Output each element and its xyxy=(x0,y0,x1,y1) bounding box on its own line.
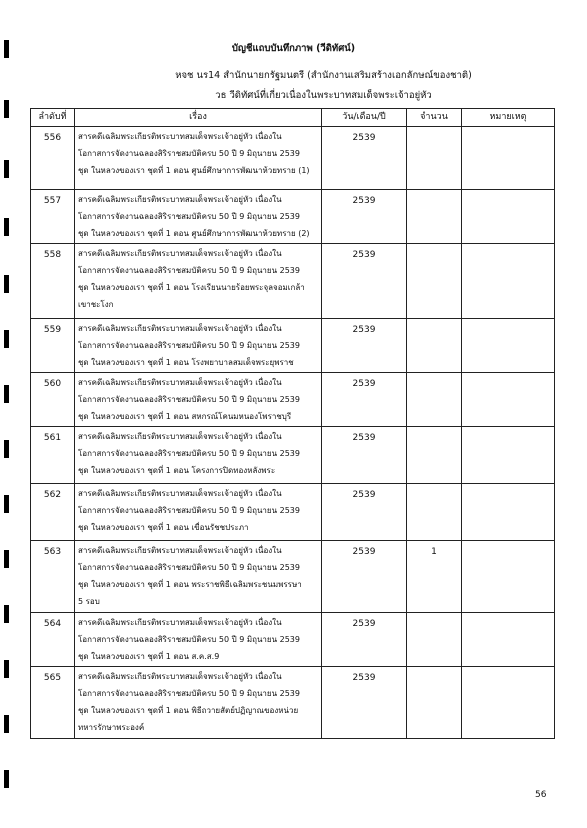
row-title-line: ชุด ในหลวงของเรา ชุดที่ 1 ตอน ศูนย์ศึกษาการพัฒนาห้วยทราย (1) xyxy=(78,166,310,175)
row-date: 2539 xyxy=(322,427,407,484)
row-note xyxy=(462,541,555,613)
binding-mark xyxy=(4,385,9,403)
row-title-line: สารคดีเฉลิมพระเกียรติพระบาทสมเด็จพระเจ้าอยู่หัว เนื่องใน xyxy=(78,546,282,555)
row-note xyxy=(462,127,555,190)
row-title-line: สารคดีเฉลิมพระเกียรติพระบาทสมเด็จพระเจ้าอยู่หัว เนื่องใน xyxy=(78,489,282,498)
row-number: 563 xyxy=(31,541,75,613)
table-header-row xyxy=(31,109,555,127)
binding-mark xyxy=(4,715,9,733)
binding-mark xyxy=(4,160,9,178)
row-quantity xyxy=(407,319,462,373)
row-number: 560 xyxy=(31,373,75,427)
row-title-line: สารคดีเฉลิมพระเกียรติพระบาทสมเด็จพระเจ้าอยู่หัว เนื่องใน xyxy=(78,432,282,441)
row-title-line: สารคดีเฉลิมพระเกียรติพระบาทสมเด็จพระเจ้าอยู่หัว เนื่องใน xyxy=(78,249,282,258)
binding-mark xyxy=(4,770,9,788)
row-number: 558 xyxy=(31,244,75,319)
row-note xyxy=(462,427,555,484)
row-number: 557 xyxy=(31,190,75,244)
table-row xyxy=(31,427,555,484)
row-note xyxy=(462,484,555,541)
row-note xyxy=(462,319,555,373)
row-title-line: 5 รอบ xyxy=(78,597,100,606)
row-date: 2539 xyxy=(322,541,407,613)
document-subtitle: หจช นร14 สำนักนายกรัฐมนตรี (สำนักงานเสริมสร้างเอกลักษณ์ของชาติ) xyxy=(175,70,472,81)
row-date: 2539 xyxy=(322,319,407,373)
row-number: 561 xyxy=(31,427,75,484)
row-title-line: สารคดีเฉลิมพระเกียรติพระบาทสมเด็จพระเจ้าอยู่หัว เนื่องใน xyxy=(78,618,282,627)
document-subject xyxy=(30,90,587,102)
row-title-line: เขาชะโงก xyxy=(78,300,114,309)
binding-mark xyxy=(4,330,9,348)
row-quantity xyxy=(407,127,462,190)
row-title xyxy=(75,484,322,541)
row-title-line: โอกาสการจัดงานฉลองสิริราชสมบัติครบ 50 ปี 9 มิถุนายน 2539 xyxy=(78,689,300,698)
binding-mark xyxy=(4,100,9,118)
row-title xyxy=(75,667,322,739)
row-quantity xyxy=(407,244,462,319)
table-row xyxy=(31,484,555,541)
row-title xyxy=(75,613,322,667)
row-note xyxy=(462,667,555,739)
column-header-quantity: จำนวน xyxy=(407,109,462,127)
row-title-line: ทหารรักษาพระองค์ xyxy=(78,723,145,732)
binding-mark xyxy=(4,440,9,458)
row-title-line: โอกาสการจัดงานฉลองสิริราชสมบัติครบ 50 ปี 9 มิถุนายน 2539 xyxy=(78,449,300,458)
column-header-number: ลำดับที่ xyxy=(31,109,75,127)
row-quantity xyxy=(407,190,462,244)
row-title xyxy=(75,319,322,373)
binding-mark xyxy=(4,660,9,678)
row-note xyxy=(462,190,555,244)
page-number: 56 xyxy=(535,790,547,800)
row-date: 2539 xyxy=(322,484,407,541)
document-title: บัญชีแถบบันทึกภาพ (วีดิทัศน์) xyxy=(231,43,356,54)
row-title-line: ชุด ในหลวงของเรา ชุดที่ 1 ตอน ศูนย์ศึกษาการพัฒนาห้วยทราย (2) xyxy=(78,229,310,238)
row-title xyxy=(75,373,322,427)
row-date: 2539 xyxy=(322,127,407,190)
row-quantity xyxy=(407,484,462,541)
row-title-line: ชุด ในหลวงของเรา ชุดที่ 1 ตอน พระราชพิธีเฉลิมพระชนมพรรษา xyxy=(78,580,302,589)
table-row xyxy=(31,373,555,427)
row-quantity xyxy=(407,613,462,667)
row-title-line: โอกาสการจัดงานฉลองสิริราชสมบัติครบ 50 ปี 9 มิถุนายน 2539 xyxy=(78,563,300,572)
row-title-line: สารคดีเฉลิมพระเกียรติพระบาทสมเด็จพระเจ้าอยู่หัว เนื่องใน xyxy=(78,195,282,204)
row-title-line: โอกาสการจัดงานฉลองสิริราชสมบัติครบ 50 ปี 9 มิถุนายน 2539 xyxy=(78,212,300,221)
subject-text: วีดิทัศน์ที่เกี่ยวเนื่องในพระบาทสมเด็จพระเจ้าอยู่หัว xyxy=(229,90,432,101)
row-number: 556 xyxy=(31,127,75,190)
row-title-line: ชุด ในหลวงของเรา ชุดที่ 1 ตอน โรงเรียนนายร้อยพระจุลจอมเกล้า xyxy=(78,283,305,292)
row-date: 2539 xyxy=(322,373,407,427)
binding-mark xyxy=(4,495,9,513)
row-number: 562 xyxy=(31,484,75,541)
row-number: 565 xyxy=(31,667,75,739)
row-date: 2539 xyxy=(322,667,407,739)
row-title-line: โอกาสการจัดงานฉลองสิริราชสมบัติครบ 50 ปี 9 มิถุนายน 2539 xyxy=(78,395,300,404)
row-title-line: สารคดีเฉลิมพระเกียรติพระบาทสมเด็จพระเจ้าอยู่หัว เนื่องใน xyxy=(78,672,282,681)
row-title-line: โอกาสการจัดงานฉลองสิริราชสมบัติครบ 50 ปี 9 มิถุนายน 2539 xyxy=(78,341,300,350)
row-title-line: ชุด ในหลวงของเรา ชุดที่ 1 ตอน เขื่อนรัชชประภา xyxy=(78,523,249,532)
row-title-line: โอกาสการจัดงานฉลองสิริราชสมบัติครบ 50 ปี 9 มิถุนายน 2539 xyxy=(78,635,300,644)
row-title-line: โอกาสการจัดงานฉลองสิริราชสมบัติครบ 50 ปี 9 มิถุนายน 2539 xyxy=(78,149,300,158)
table-row xyxy=(31,319,555,373)
row-title-line: สารคดีเฉลิมพระเกียรติพระบาทสมเด็จพระเจ้าอยู่หัว เนื่องใน xyxy=(78,132,282,141)
row-number: 564 xyxy=(31,613,75,667)
row-title-line: โอกาสการจัดงานฉลองสิริราชสมบัติครบ 50 ปี 9 มิถุนายน 2539 xyxy=(78,506,300,515)
row-quantity xyxy=(407,373,462,427)
row-title-line: ชุด ในหลวงของเรา ชุดที่ 1 ตอน โรงพยาบาลสมเด็จพระยุพราช xyxy=(78,358,294,367)
row-title xyxy=(75,427,322,484)
row-note xyxy=(462,244,555,319)
row-date: 2539 xyxy=(322,613,407,667)
binding-mark xyxy=(4,605,9,623)
table-row xyxy=(31,127,555,190)
row-title xyxy=(75,541,322,613)
row-quantity: 1 xyxy=(407,541,462,613)
record-table xyxy=(30,108,555,739)
row-number: 559 xyxy=(31,319,75,373)
row-title-line: ชุด ในหลวงของเรา ชุดที่ 1 ตอน โครงการปิดทองหลังพระ xyxy=(78,466,276,475)
row-date: 2539 xyxy=(322,244,407,319)
table-row xyxy=(31,244,555,319)
row-date: 2539 xyxy=(322,190,407,244)
table-row xyxy=(31,190,555,244)
row-title xyxy=(75,127,322,190)
binding-mark xyxy=(4,218,9,236)
column-header-date: วัน/เดือน/ปี xyxy=(322,109,407,127)
row-title xyxy=(75,190,322,244)
row-title-line: ชุด ในหลวงของเรา ชุดที่ 1 ตอน พิธีถวายสัตย์ปฏิญาณของหน่วย xyxy=(78,706,299,715)
column-header-title: เรื่อง xyxy=(75,109,322,127)
binding-mark xyxy=(4,275,9,293)
row-note xyxy=(462,613,555,667)
table-row xyxy=(31,541,555,613)
table-row xyxy=(31,667,555,739)
row-title-line: ชุด ในหลวงของเรา ชุดที่ 1 ตอน สหกรณ์โคนมหนองโพราชบุรี xyxy=(78,412,292,421)
row-title-line: ชุด ในหลวงของเรา ชุดที่ 1 ตอน ส.ค.ส.9 xyxy=(78,652,220,661)
column-header-note: หมายเหตุ xyxy=(462,109,555,127)
row-title-line: สารคดีเฉลิมพระเกียรติพระบาทสมเด็จพระเจ้าอยู่หัว เนื่องใน xyxy=(78,378,282,387)
table-row xyxy=(31,613,555,667)
subject-code: วธ xyxy=(215,90,227,101)
binding-mark xyxy=(4,550,9,568)
row-note xyxy=(462,373,555,427)
row-title xyxy=(75,244,322,319)
row-title-line: สารคดีเฉลิมพระเกียรติพระบาทสมเด็จพระเจ้าอยู่หัว เนื่องใน xyxy=(78,324,282,333)
row-quantity xyxy=(407,427,462,484)
row-title-line: โอกาสการจัดงานฉลองสิริราชสมบัติครบ 50 ปี 9 มิถุนายน 2539 xyxy=(78,266,300,275)
row-quantity xyxy=(407,667,462,739)
